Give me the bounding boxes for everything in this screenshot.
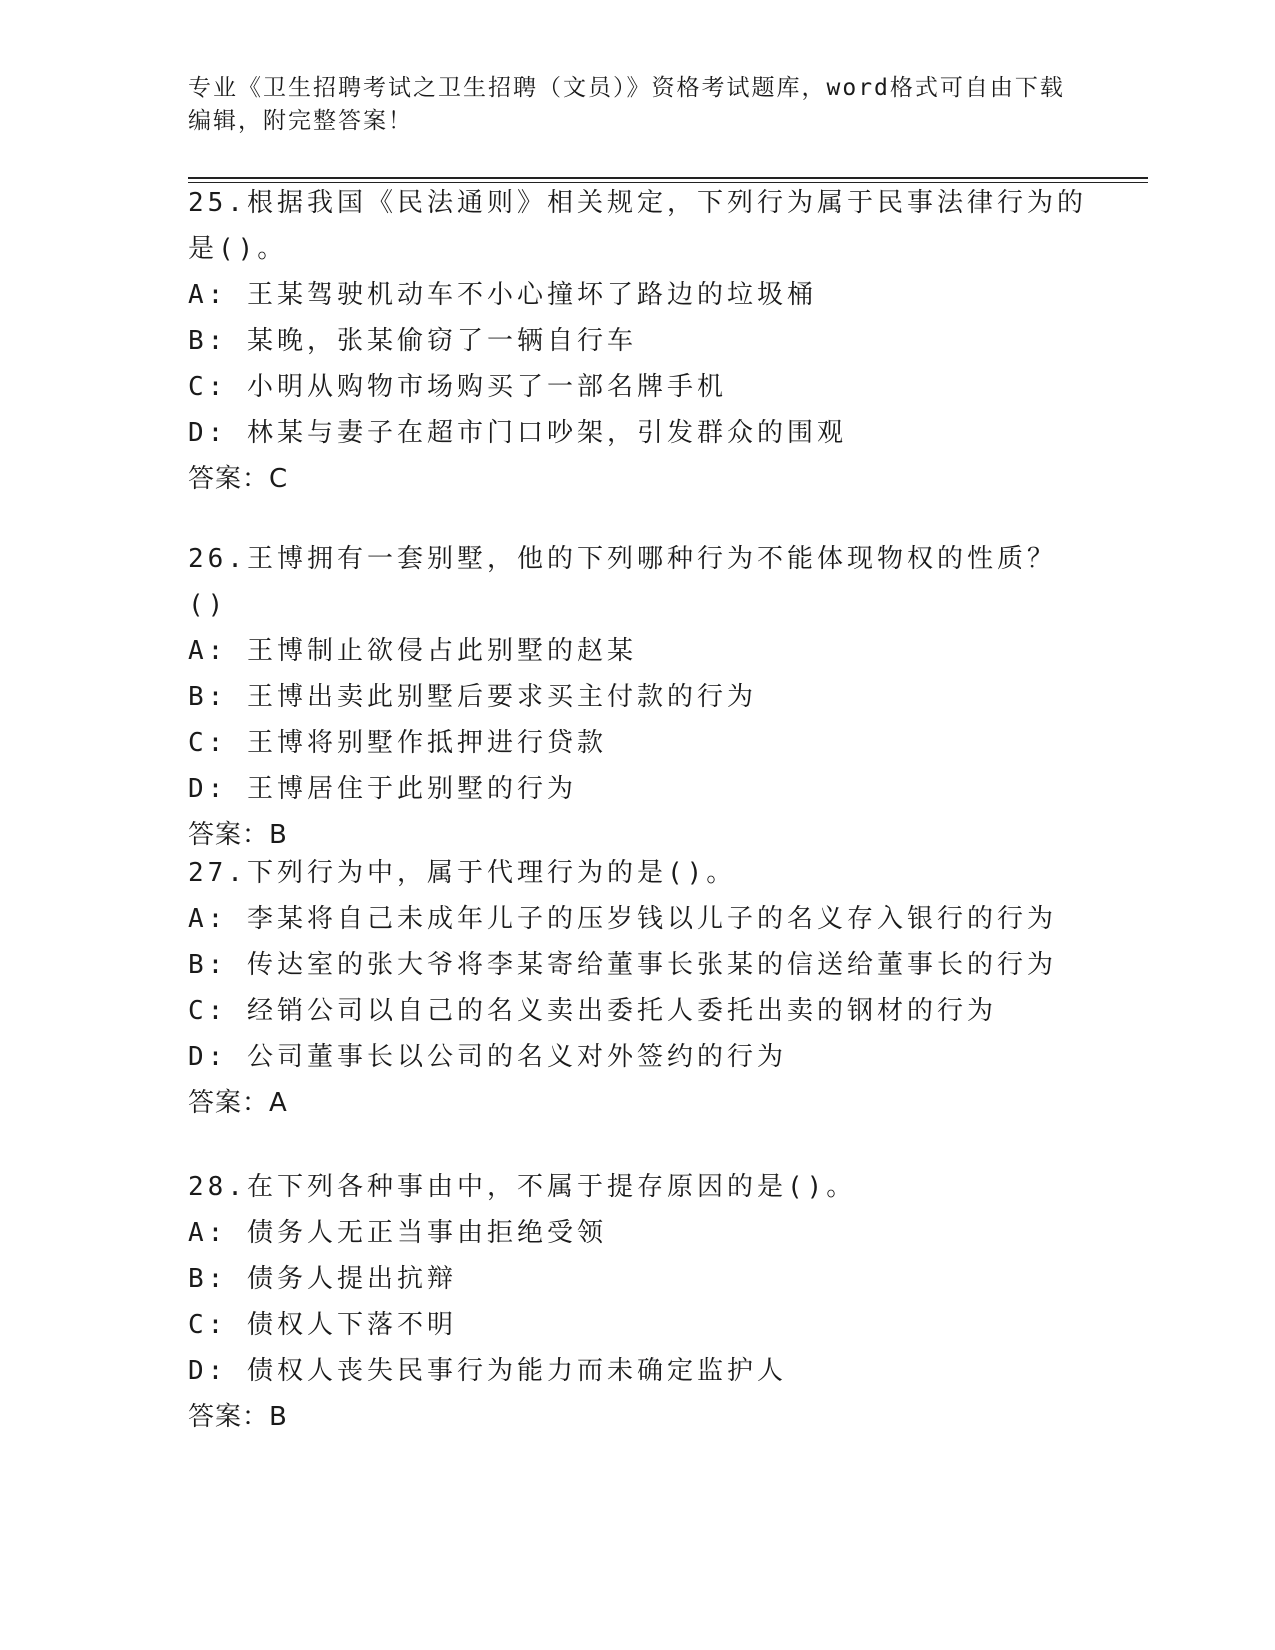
option-b: B: 债务人提出抗辩 [188,1264,457,1294]
option-a: A: 李某将自己未成年儿子的压岁钱以儿子的名义存入银行的行为 [188,904,1057,934]
answer-label: 答案：A [188,1088,288,1118]
answer-label: 答案：B [188,820,288,850]
question-block-25 [188,180,1088,502]
option-d: D: 债权人丧失民事行为能力而未确定监护人 [188,1356,787,1386]
option-d: D: 公司董事长以公司的名义对外签约的行为 [188,1042,787,1072]
option-a: A: 王博制止欲侵占此别墅的赵某 [188,636,637,666]
question-block-28 [188,1164,1088,1440]
answer-label: 答案：C [188,464,289,494]
option-c: C: 小明从购物市场购买了一部名牌手机 [188,372,727,402]
question-stem: 25.根据我国《民法通则》相关规定，下列行为属于民事法律行为的是()。 [188,188,1087,264]
document-intro: 专业《卫生招聘考试之卫生招聘（文员）》资格考试题库，word格式可自由下载编辑，附完整答案！ [188,75,1065,134]
question-block-26 [188,536,1088,858]
option-a: A: 债务人无正当事由拒绝受领 [188,1218,607,1248]
question-block-27 [188,850,1088,1126]
option-a: A: 王某驾驶机动车不小心撞坏了路边的垃圾桶 [188,280,817,310]
question-stem: 26.王博拥有一套别墅，他的下列哪种行为不能体现物权的性质？() [188,544,1057,620]
option-b: B: 传达室的张大爷将李某寄给董事长张某的信送给董事长的行为 [188,950,1057,980]
option-c: C: 王博将别墅作抵押进行贷款 [188,728,607,758]
question-stem: 28.在下列各种事由中，不属于提存原因的是()。 [188,1172,857,1202]
option-c: C: 债权人下落不明 [188,1310,457,1340]
question-stem: 27.下列行为中，属于代理行为的是()。 [188,858,737,888]
answer-label: 答案：B [188,1402,288,1432]
option-b: B: 某晚，张某偷窃了一辆自行车 [188,326,637,356]
option-b: B: 王博出卖此别墅后要求买主付款的行为 [188,682,757,712]
option-d: D: 王博居住于此别墅的行为 [188,774,577,804]
option-d: D: 林某与妻子在超市门口吵架，引发群众的围观 [188,418,847,448]
option-c: C: 经销公司以自己的名义卖出委托人委托出卖的钢材的行为 [188,996,997,1026]
